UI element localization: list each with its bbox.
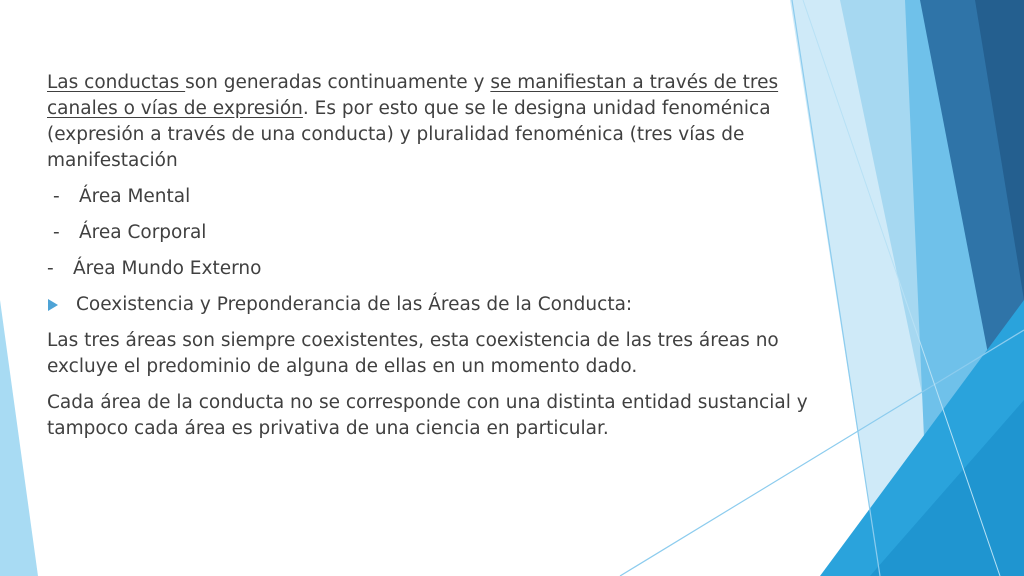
list-item-label: Área Corporal — [79, 222, 207, 243]
dash-marker: - — [47, 258, 54, 279]
text-run: son generadas continuamente y — [185, 72, 491, 93]
left-accent-shape — [0, 300, 38, 576]
list-item-area-mundo-externo — [47, 256, 837, 282]
closing-paragraph: Cada área de la conducta no se corresponde con una distinta entidad sustancial y tampoco cada área es privativa de una ciencia en particular. — [47, 392, 808, 439]
list-item-area-mental — [47, 184, 837, 210]
text-run: . Es por esto que se le designa unidad fenoménica (expresión a través de una conducta) y pluralidad fenoménica (tres vías de manifestación — [47, 98, 771, 171]
dash-marker: - — [53, 222, 60, 243]
bullet-item — [47, 292, 837, 318]
bullet-label: Coexistencia y Preponderancia de las Áreas de la Conducta: — [76, 294, 633, 315]
list-item-label: Área Mental — [79, 186, 191, 207]
underlined-run-canales: se manifiestan a través de tres canales o vías de expresión — [47, 72, 779, 119]
underlined-run-conductas: Las conductas — [47, 72, 186, 93]
list-item-label: Área Mundo Externo — [73, 258, 262, 279]
coexistence-paragraph: Las tres áreas son siempre coexistentes, esta coexistencia de las tres áreas no excluye el predominio de alguna de ellas en un momento dado. — [47, 330, 779, 377]
dash-marker: - — [53, 186, 60, 207]
intro-paragraph — [47, 70, 837, 174]
bullet-arrow-icon — [48, 299, 58, 311]
list-item-area-corporal — [47, 220, 837, 246]
slide-body — [47, 70, 837, 452]
